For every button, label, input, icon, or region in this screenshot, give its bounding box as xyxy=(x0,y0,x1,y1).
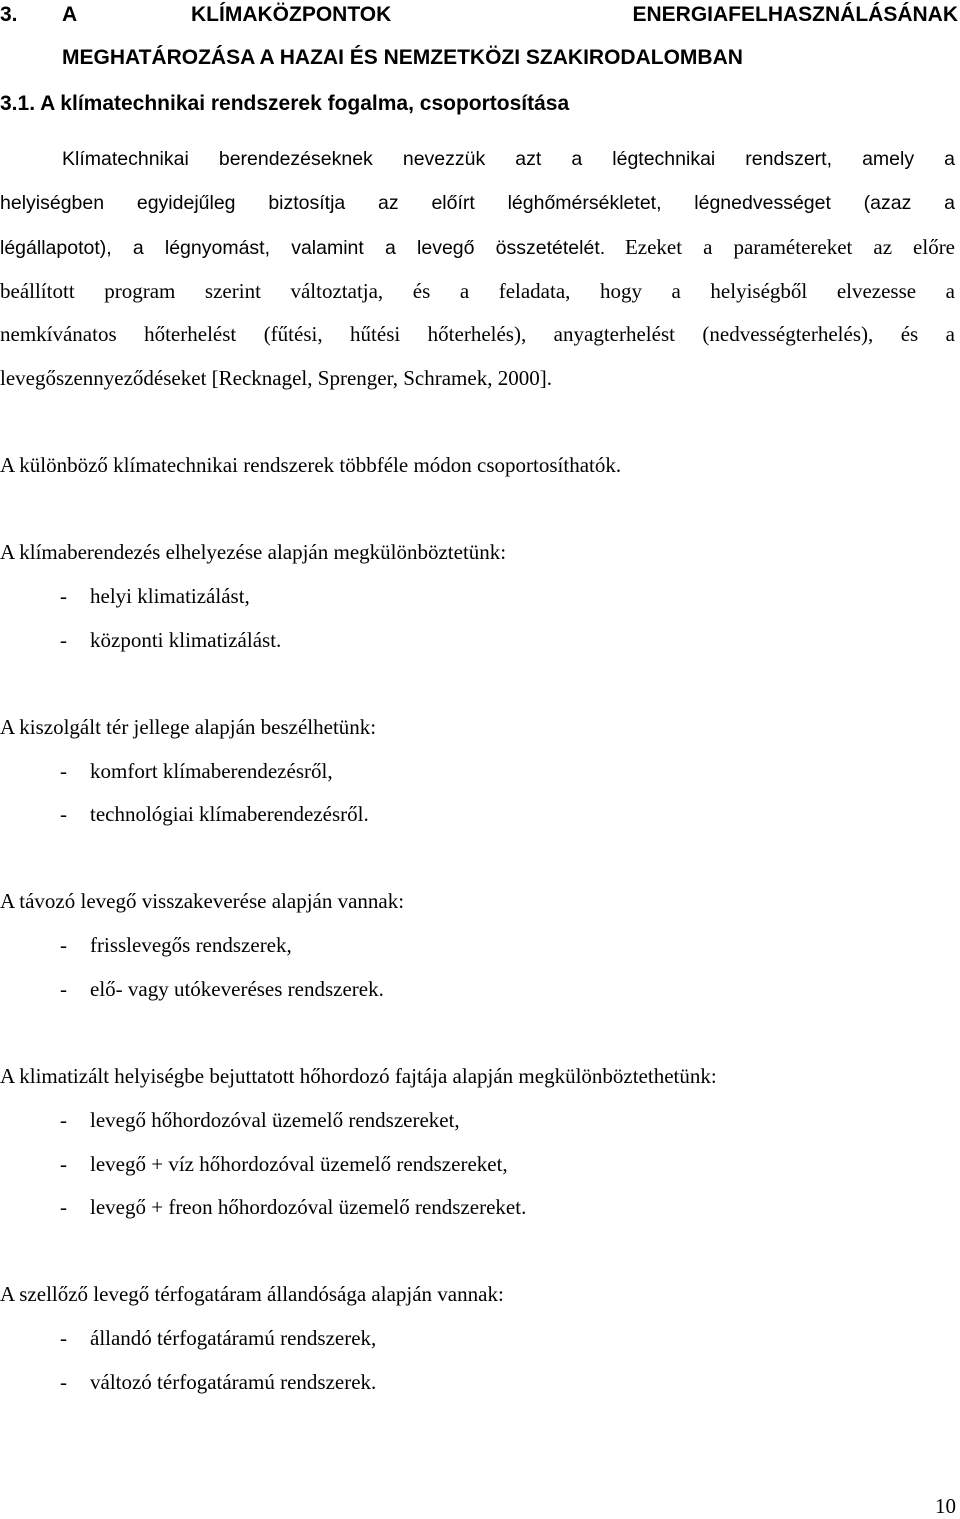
group-lead: A szellőző levegő térfogatáram állandósága alapján vannak: xyxy=(0,1282,504,1306)
bullet-dash: - xyxy=(60,584,67,608)
list-item-text: komfort klímaberendezésről, xyxy=(90,759,333,783)
bullet-dash: - xyxy=(60,759,67,783)
chapter-title-word-a: A xyxy=(62,3,78,26)
bullet-dash: - xyxy=(60,1195,67,1219)
list-item-text: elő- vagy utókeveréses rendszerek. xyxy=(90,977,384,1001)
list-item-text: technológiai klímaberendezésről. xyxy=(90,802,369,826)
list-item-text: változó térfogatáramú rendszerek. xyxy=(90,1370,377,1394)
list-item xyxy=(60,1370,376,1395)
list-item xyxy=(60,977,384,1002)
intro-line-2: helyiségben egyidejűleg biztosítja az előírt léghőmérsékletet, légnedvességet (azaz a xyxy=(0,192,955,214)
group-lead: A távozó levegő visszakeverése alapján vannak: xyxy=(0,889,405,913)
intro-line-5: nemkívánatos hőterhelést (fűtési, hűtési hőterhelés), anyagterhelést (nedvességterhelés), és a xyxy=(0,322,955,346)
bullet-dash: - xyxy=(60,628,67,652)
list-item xyxy=(60,1195,526,1220)
intro-line-4: beállított program szerint változtatja, és a feladata, hogy a helyiségből elvezesse a xyxy=(0,279,955,303)
list-item xyxy=(60,1326,376,1351)
list-item xyxy=(60,1108,460,1133)
intro-line-6: levegőszennyeződéseket [Recknagel, Sprenger, Schramek, 2000]. xyxy=(0,366,552,390)
bullet-dash: - xyxy=(60,933,67,957)
chapter-title-word-c: ENERGIAFELHASZNÁLÁSÁNAK xyxy=(632,3,958,26)
bullet-dash: - xyxy=(60,1370,67,1394)
chapter-heading-line2: MEGHATÁROZÁSA A HAZAI ÉS NEMZETKÖZI SZAKIRODALOMBAN xyxy=(62,46,743,69)
list-item-text: frisslevegős rendszerek, xyxy=(90,933,292,957)
list-item-text: állandó térfogatáramú rendszerek, xyxy=(90,1326,377,1350)
list-item-text: helyi klimatizálást, xyxy=(90,584,250,608)
group-lead: A kiszolgált tér jellege alapján beszélhetünk: xyxy=(0,715,377,739)
intro-line-3-serif: Ezeket a paramétereket az előre xyxy=(624,235,956,259)
group-lead: A klimatizált helyiségbe bejuttatott hőhordozó fajtája alapján megkülönböztethetünk: xyxy=(0,1064,717,1088)
list-item-text: levegő + víz hőhordozóval üzemelő rendszereket, xyxy=(90,1152,508,1176)
intro-line-3 xyxy=(0,235,955,260)
intro-line-3-sans: légállapotot), a légnyomást, valamint a levegő összetételét. xyxy=(0,237,606,259)
list-item-text: levegő hőhordozóval üzemelő rendszereket, xyxy=(90,1108,460,1132)
list-item xyxy=(60,759,333,784)
intro-line-1: Klímatechnikai berendezéseknek nevezzük azt a légtechnikai rendszert, amely a xyxy=(62,148,955,170)
list-item xyxy=(60,628,281,653)
list-item xyxy=(60,802,369,827)
list-item-text: levegő + freon hőhordozóval üzemelő rendszereket. xyxy=(90,1195,527,1219)
page-number: 10 xyxy=(935,1494,956,1518)
bullet-dash: - xyxy=(60,1152,67,1176)
list-item-text: központi klimatizálást. xyxy=(90,628,282,652)
list-item xyxy=(60,584,250,609)
list-item xyxy=(60,1152,508,1177)
chapter-number: 3. xyxy=(0,3,18,26)
chapter-title-word-b: KLÍMAKÖZPONTOK xyxy=(191,3,392,26)
section-title: 3.1. A klímatechnikai rendszerek fogalma, csoportosítása xyxy=(0,92,570,115)
bullet-dash: - xyxy=(60,1326,67,1350)
bullet-dash: - xyxy=(60,1108,67,1132)
bullet-dash: - xyxy=(60,977,67,1001)
bullet-dash: - xyxy=(60,802,67,826)
list-item xyxy=(60,933,292,958)
summary-sentence: A különböző klímatechnikai rendszerek többféle módon csoportosíthatók. xyxy=(0,453,622,477)
group-lead: A klímaberendezés elhelyezése alapján megkülönböztetünk: xyxy=(0,540,507,564)
